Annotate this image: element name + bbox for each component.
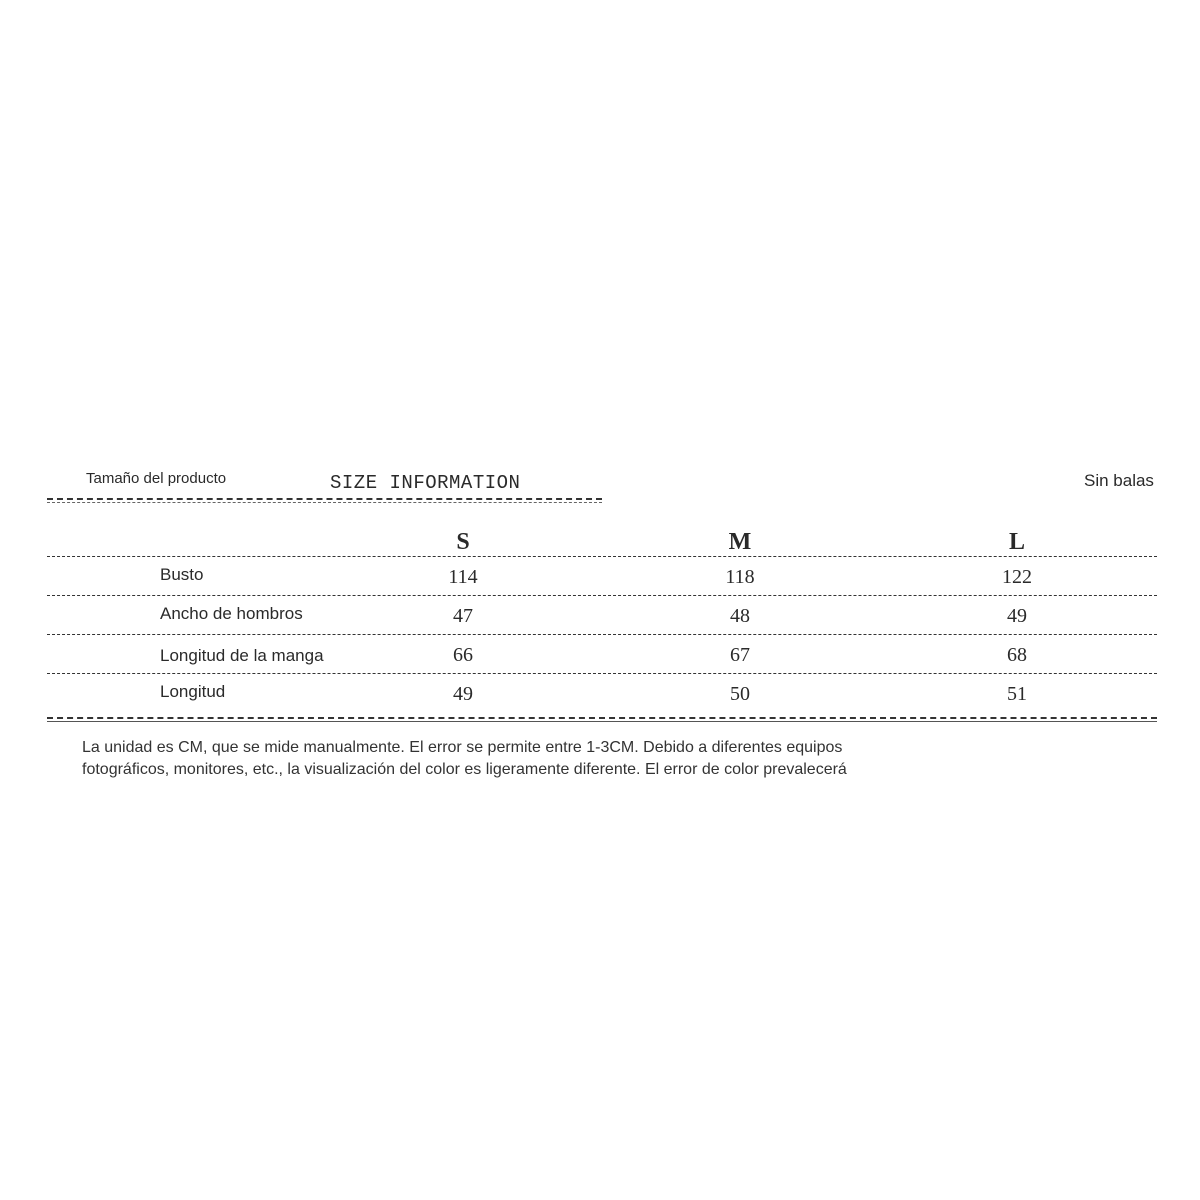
cell-value: 122 [1002,566,1032,588]
cell-value: 49 [1007,605,1027,627]
cell-value: 48 [730,605,750,627]
no-bullets-note: Sin balas [1084,471,1154,490]
row-divider [47,595,1157,596]
size-information-title: SIZE INFORMATION [330,472,521,494]
cell-value: 47 [453,605,473,627]
row-label: Longitud [160,682,226,701]
column-header-l: L [1008,529,1025,555]
row-divider [47,556,1157,557]
cell-value: 49 [453,683,473,705]
cell-value: 68 [1007,644,1027,666]
measurement-note-line-1: La unidad es CM, que se mide manualmente. El error se permite entre 1-3CM. Debido a diferentes equipos [82,739,843,756]
cell-value: 114 [448,566,478,588]
title-divider-secondary [47,502,602,503]
row-label: Ancho de hombros [160,604,303,623]
cell-value: 66 [453,644,473,666]
product-size-subtitle: Tamaño del producto [86,470,227,487]
row-label: Busto [160,565,204,584]
title-divider [47,498,602,500]
row-divider [47,673,1157,674]
column-header-m: M [728,529,752,555]
row-label: Longitud de la manga [160,646,324,665]
cell-value: 67 [730,644,750,666]
cell-value: 118 [725,566,755,588]
table-bottom-divider [47,717,1157,719]
column-header-s: S [456,529,470,555]
row-divider [47,634,1157,635]
cell-value: 51 [1007,683,1027,705]
measurement-note-line-2: fotográficos, monitores, etc., la visualización del color es ligeramente diferente. El error de color prevalecerá [82,761,847,778]
table-bottom-divider-secondary [47,721,1157,722]
cell-value: 50 [730,683,750,705]
